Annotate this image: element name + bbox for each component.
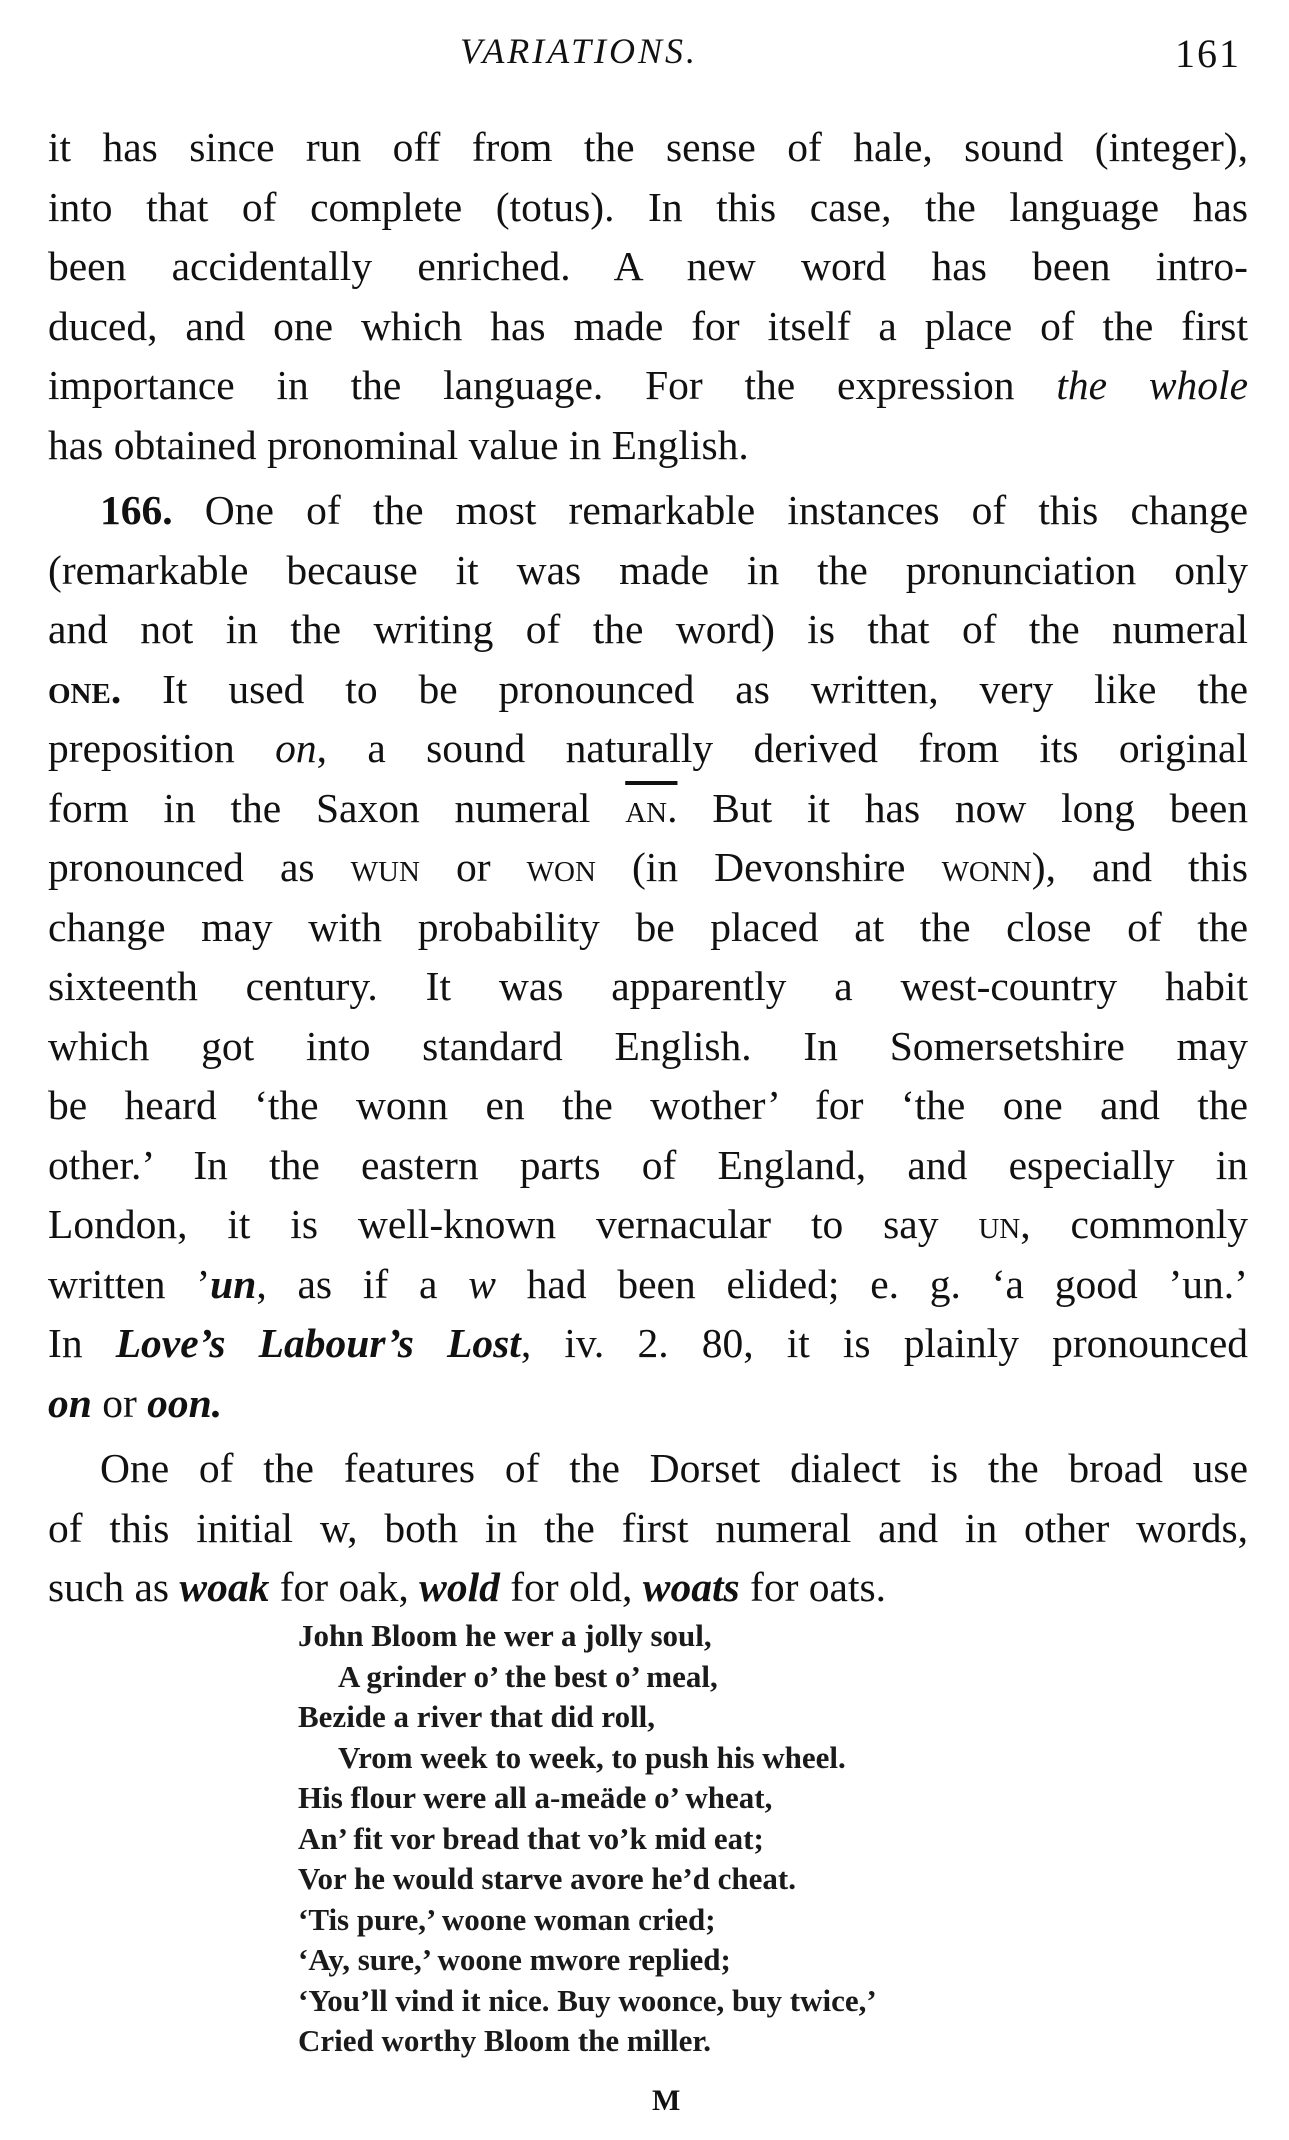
small-caps-word: wonn — [941, 844, 1032, 890]
text-line: (remarkable because it was made in the pronunciation only — [48, 546, 1248, 593]
text-line — [48, 1314, 1248, 1374]
verse-line: ‘Tis pure,’ woone woman cried; — [298, 1901, 716, 1937]
italic-word: on — [275, 725, 317, 771]
text-span: for old, — [499, 1564, 643, 1610]
verse-line: A grinder o’ the best o’ meal, — [338, 1658, 718, 1694]
text-span: ), and this — [1031, 844, 1248, 890]
page-number: 161 — [1175, 31, 1241, 76]
small-caps-word: un — [978, 1201, 1021, 1247]
text-span: (in Devonshire — [595, 844, 942, 890]
text-line: duced, and one which has made for itself a place of the first — [48, 302, 1248, 349]
text-line: been accidentally enriched. A new word has been intro- — [48, 243, 1248, 289]
text-span: London, it is well-known vernacular to say — [48, 1201, 979, 1247]
text-span: or — [419, 844, 527, 890]
paragraph-166 — [48, 481, 1248, 1433]
text-line: of this initial w, both in the first numeral and in other words, — [48, 1504, 1248, 1551]
italic-word: wold — [419, 1564, 500, 1610]
text-line — [48, 1374, 1248, 1434]
small-caps-word: wun — [350, 844, 420, 890]
text-line — [48, 838, 1248, 898]
text-line: change may with probability be placed at the close of the — [48, 903, 1248, 950]
italic-word: oon. — [147, 1379, 223, 1426]
text-line — [48, 719, 1248, 779]
verse-line: John Bloom he wer a jolly soul, — [298, 1618, 712, 1653]
text-span: In — [48, 1320, 116, 1366]
verse-line: Vrom week to week, to push his wheel. — [338, 1739, 846, 1775]
italic-word: woak — [179, 1564, 270, 1610]
italic-title: Love’s Labour’s Lost — [115, 1320, 521, 1366]
text-span: , commonly — [1020, 1201, 1249, 1247]
signature-mark: M — [652, 2084, 681, 2117]
text-line — [48, 356, 1248, 416]
text-span: , as if a — [256, 1260, 469, 1307]
text-line: One of the features of the Dorset dialect is the broad use — [100, 1445, 1248, 1491]
paragraph-dorset — [48, 1439, 1248, 1618]
text-span: for oak, — [269, 1564, 420, 1610]
text-line — [48, 1255, 1248, 1315]
verse-line: An’ fit vor bread that vo’k mid eat; — [298, 1820, 764, 1856]
running-head — [0, 30, 1289, 90]
text-line — [48, 1558, 1248, 1618]
text-line: sixteenth century. It was apparently a west-country habit — [48, 963, 1248, 1009]
verse-line: His flour were all a-meäde o’ wheat, — [298, 1780, 773, 1815]
text-line — [48, 481, 1248, 541]
text-line: be heard ‘the wonn en the wother’ for ‘the one and the — [48, 1082, 1248, 1128]
small-caps-word: won — [526, 844, 596, 890]
body-text — [48, 118, 1248, 1618]
text-span: such as — [48, 1564, 180, 1610]
text-line — [48, 1195, 1248, 1255]
text-span: or — [91, 1379, 148, 1426]
verse-line: Bezide a river that did roll, — [298, 1699, 656, 1734]
text-line: it has since run off from the sense of hale, sound (integer), — [48, 124, 1248, 170]
italic-word: un — [210, 1260, 257, 1307]
text-line — [48, 660, 1248, 720]
text-span: importance in the language. For the expression — [48, 362, 1057, 408]
text-span: had been elided; e. g. ‘a good ’un.’ — [495, 1260, 1248, 1307]
italic-word: w — [468, 1260, 496, 1307]
text-span: for oats. — [739, 1564, 887, 1610]
text-line: other.’ In the eastern parts of England, and especially in — [48, 1141, 1248, 1188]
text-line: and not in the writing of the word) is that of the numeral — [48, 606, 1248, 652]
italic-word: on — [48, 1379, 92, 1426]
italic-term: the whole — [1056, 362, 1248, 408]
text-span: But it has now long been — [677, 784, 1248, 831]
verse-line: Vor he would starve avore he’d cheat. — [298, 1861, 796, 1896]
small-caps-word: one. — [48, 665, 122, 712]
text-line — [48, 779, 1248, 839]
text-span: , iv. 2. 80, it is plainly pronounced — [520, 1320, 1248, 1366]
verse-line: Cried worthy Bloom the miller. — [298, 2023, 711, 2058]
text-span: It used to be pronounced as written, very like the — [121, 665, 1248, 712]
verse-line: ‘Ay, sure,’ woone mwore replied; — [298, 1942, 731, 1977]
section-number: 166. — [100, 487, 173, 533]
verse-line: ‘You’ll vind it nice. Buy woonce, buy twice,’ — [298, 1982, 877, 2018]
running-title: VARIATIONS. — [460, 31, 698, 71]
text-span: pronounced as — [48, 844, 351, 890]
text-line: which got into standard English. In Somersetshire may — [48, 1022, 1248, 1069]
text-line: into that of complete (totus). In this case, the language has — [48, 183, 1248, 230]
italic-word: woats — [642, 1564, 740, 1610]
text-span: , a sound naturally derived from its original — [316, 725, 1249, 771]
verse-block — [298, 1616, 877, 2062]
small-caps-word: an. — [625, 784, 678, 831]
text-line: has obtained pronominal value in English. — [48, 421, 749, 468]
text-span: written ’ — [48, 1260, 211, 1307]
paragraph-continued — [48, 118, 1248, 475]
text-span: preposition — [48, 725, 276, 771]
text-span: One of the most remarkable instances of this change — [172, 487, 1248, 533]
text-span: form in the Saxon numeral — [48, 784, 626, 831]
